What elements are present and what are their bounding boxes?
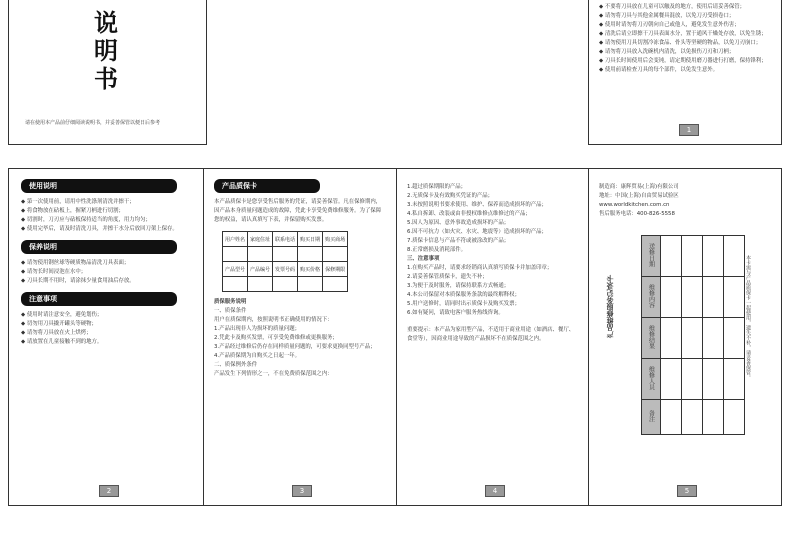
paragraph: 1.超过质保期限的产品； — [407, 184, 467, 190]
paragraph: ◆ 请勿将刀具放入洗碗机内清洗，以免损伤刀刃和刀柄； — [599, 49, 735, 55]
paragraph: ◆ 请勿长时间浸泡在水中； — [21, 269, 87, 275]
record-side-note: 本卡需与产品质保卡一起使用，遗失不补，请妥善保管。 — [745, 255, 751, 380]
table-row — [642, 277, 745, 318]
p1-text — [599, 3, 771, 75]
table-row — [642, 318, 745, 359]
table-cell — [642, 400, 661, 435]
paragraph: ◆ 刀具长期不用时，请涂抹少量食用油后存放。 — [21, 278, 135, 284]
table-row — [223, 277, 348, 292]
paragraph: ◆ 刀具长时间使用后会变钝，请定期使用磨刀器进行打磨，保持锋利； — [599, 58, 767, 64]
table-row — [642, 236, 745, 277]
table-cell[interactable] — [703, 400, 724, 435]
page-1-panel — [588, 0, 782, 145]
paragraph: 6.如有疑问，请致电客户服务热线咨询。 — [407, 310, 504, 316]
paragraph: ◆ 使用前请检查刀具的每个部件，以免发生意外。 — [599, 67, 719, 73]
paragraph: ◆ 请放置在儿童接触不到的地方。 — [21, 339, 103, 345]
page-5-panel — [588, 168, 782, 506]
table-cell[interactable] — [223, 277, 248, 292]
table-cell[interactable] — [724, 400, 745, 435]
table-cell[interactable] — [661, 318, 682, 359]
record-title: 产品维修服务记录卡 — [606, 275, 614, 338]
paragraph: 一、质保条件 — [214, 308, 247, 314]
table-cell: 家庭住址 — [248, 232, 273, 247]
table-cell[interactable] — [273, 277, 298, 292]
paragraph: ◆ 使用时请勿将刀刃朝向自己或他人，避免发生意外伤害； — [599, 22, 740, 28]
company-name: 制造商：康辉贸易(上海)有限公司 — [599, 184, 679, 190]
paragraph: 4.产品质保期为自购买之日起一年。 — [214, 353, 301, 359]
page-number: 5 — [677, 485, 697, 497]
paragraph: 6.因不可抗力（如火灾、水灾、地震等）造成损坏的产品； — [407, 229, 547, 235]
column-header: 维修内容 — [647, 284, 655, 308]
table-cell[interactable] — [248, 247, 273, 262]
table-cell[interactable] — [661, 277, 682, 318]
paragraph: 重要提示：本产品为家用型产品，不适用于商业用途（如酒店、餐厅、食堂等），因商业用途导致的产品损坏不在质保范围之内。 — [407, 327, 575, 342]
table-cell: 保修期限 — [323, 262, 348, 277]
column-header: 备注 — [647, 410, 655, 422]
table-cell[interactable] — [724, 318, 745, 359]
table-cell[interactable] — [323, 277, 348, 292]
paragraph: 2.无质保卡及有效购买凭证的产品； — [407, 193, 494, 199]
table-cell — [642, 318, 661, 359]
table-row — [223, 247, 348, 262]
cover-note: 请在使用本产品前仔细阅读说明书，并妥善保管以便日后参考 — [25, 120, 161, 126]
paragraph: ◆ 使用完毕后，请及时清洗刀具，并擦干水分后放回刀架上保存。 — [21, 226, 178, 232]
table-cell[interactable] — [703, 359, 724, 400]
company-website[interactable]: www.worldkitchen.com.cn — [599, 202, 670, 208]
service-title: 质保服务说明 — [214, 299, 247, 305]
table-cell[interactable] — [703, 318, 724, 359]
table-cell[interactable] — [248, 277, 273, 292]
paragraph: 4.私自拆卸、改装或由非授权维修点维修过的产品； — [407, 211, 531, 217]
table-cell[interactable] — [682, 359, 703, 400]
table-cell: 用户姓名 — [223, 232, 248, 247]
table-cell — [642, 277, 661, 318]
table-cell[interactable] — [298, 277, 323, 292]
table-cell[interactable] — [703, 236, 724, 277]
table-row — [642, 359, 745, 400]
paragraph: ◆ 请勿使用钢丝球等硬质物品清洗刀具表面； — [21, 260, 130, 266]
table-cell: 联系电话 — [273, 232, 298, 247]
warranty-form-table — [222, 231, 348, 292]
paragraph: 5.因人为原因、意外事故造成损坏的产品； — [407, 220, 510, 226]
table-row — [223, 232, 348, 247]
table-cell[interactable] — [273, 247, 298, 262]
paragraph: 3.为便于及时服务，请保持联系方式畅通； — [407, 283, 510, 289]
paragraph: 7.质保卡信息与产品不符或被涂改的产品； — [407, 238, 510, 244]
paragraph: 2.凭此卡及购买发票，可享受免费维修或更换服务； — [214, 335, 338, 341]
paragraph: ◆ 请勿将刀具与其他金属餐具混放，以免刀刃受损卷口； — [599, 13, 735, 19]
section-header-usage: 使用说明 — [21, 179, 177, 193]
paragraph: ◆ 第一次使用前，请用中性洗涤剂清洗并擦干； — [21, 199, 135, 205]
table-row — [642, 400, 745, 435]
page-4-panel — [396, 168, 590, 506]
table-cell[interactable] — [682, 400, 703, 435]
table-cell[interactable] — [724, 277, 745, 318]
paragraph: 二、质保例外条件 — [214, 362, 258, 368]
table-cell: 产品编号 — [248, 262, 273, 277]
paragraph: 5.用户送修时，请同时出示质保卡及购买发票； — [407, 301, 520, 307]
table-cell[interactable] — [323, 247, 348, 262]
table-cell[interactable] — [724, 236, 745, 277]
paragraph: ◆ 请勿将刀具放在火上烘烤； — [21, 330, 92, 336]
paragraph: 8.正常磨损及消耗部件。 — [407, 247, 467, 253]
column-header: 送修日期 — [647, 243, 655, 267]
table-cell[interactable] — [661, 400, 682, 435]
company-address: 地址：中国(上海)自由贸易试验区 — [599, 193, 679, 199]
table-cell[interactable] — [298, 247, 323, 262]
table-cell[interactable] — [682, 277, 703, 318]
paragraph: 用户在质保期内，按照说明书正确使用的情况下： — [214, 317, 333, 323]
page-number: 1 — [679, 124, 699, 136]
table-cell[interactable] — [682, 236, 703, 277]
warranty-intro: 本产品质保卡是您享受售后服务的凭证，请妥善保管。凡在保修期内，因产品本身质量问题造成的故障，凭此卡享受免费维修服务。为了保障您的权益，请认真填写下表，并保留购买发票。 — [214, 199, 382, 223]
title-char-3: 书 — [94, 64, 118, 93]
paragraph: 1.产品出现非人为损坏的质量问题； — [214, 326, 301, 332]
column-header: 维修结果 — [647, 325, 655, 349]
paragraph: 3.未按照说明书要求使用、维护、保养而造成损坏的产品； — [407, 202, 547, 208]
page-number: 2 — [99, 485, 119, 497]
table-cell[interactable] — [703, 277, 724, 318]
page-number: 4 — [485, 485, 505, 497]
title-char-2: 明 — [94, 36, 118, 65]
table-cell — [642, 236, 661, 277]
paragraph: 2.请妥善保管质保卡，遗失不补； — [407, 274, 488, 280]
title-char-1: 说 — [94, 8, 118, 37]
paragraph: ◆ 请勿使用刀具切割冷冻食品、骨头等坚硬的物品，以免刀刃崩口； — [599, 40, 762, 46]
table-row — [223, 262, 348, 277]
warranty-card-header: 产品质保卡 — [214, 179, 320, 193]
table-cell: 发票号码 — [273, 262, 298, 277]
record-table — [641, 235, 745, 435]
table-cell: 购买日期 — [298, 232, 323, 247]
paragraph: ◆ 将食物放在砧板上，握紧刀柄进行切割； — [21, 208, 124, 214]
paragraph: ◆ 切勿用刀具撬开罐头等硬物； — [21, 321, 97, 327]
table-cell[interactable] — [661, 359, 682, 400]
paragraph: 3.产品经过维修后仍存在同样质量问题的，可要求更换同型号产品； — [214, 344, 376, 350]
paragraph: 4.本公司保留对本质保服务条款的最终解释权； — [407, 292, 520, 298]
table-cell[interactable] — [661, 236, 682, 277]
paragraph: 1.在购买产品时，请要求经销商认真填写质保卡并加盖印章； — [407, 265, 553, 271]
paragraph: ◆ 不要将刀具放在儿童可以触及的地方，使用后请妥善保管； — [599, 4, 746, 10]
record-card — [605, 235, 755, 455]
page-number: 3 — [292, 485, 312, 497]
table-cell: 产品型号 — [223, 262, 248, 277]
page-2-panel — [8, 168, 207, 506]
paragraph: ◆ 切割时，刀刃应与砧板保持适当的角度，用力均匀； — [21, 217, 151, 223]
paragraph: 三、注意事项 — [407, 256, 440, 262]
paragraph: ◆ 使用时请注意安全，避免划伤； — [21, 312, 103, 318]
table-cell[interactable] — [682, 318, 703, 359]
table-cell: 购买价格 — [298, 262, 323, 277]
paragraph: 产品发生下列情形之一，不在免费质保范围之内： — [214, 371, 333, 377]
service-hotline: 售后服务电话：400-826-5558 — [599, 211, 675, 217]
cover-panel — [8, 0, 207, 145]
table-cell: 购买商场 — [323, 232, 348, 247]
page-3-panel — [203, 168, 397, 506]
section-header-care: 保养说明 — [21, 240, 177, 254]
section-header-notes: 注意事项 — [21, 292, 177, 306]
column-header: 维修人员 — [647, 366, 655, 390]
paragraph: ◆ 清洗后请立即擦干刀具表面水分，置于通风干燥处存放，以免生锈； — [599, 31, 767, 37]
table-cell[interactable] — [223, 247, 248, 262]
table-cell[interactable] — [724, 359, 745, 400]
table-cell — [642, 359, 661, 400]
